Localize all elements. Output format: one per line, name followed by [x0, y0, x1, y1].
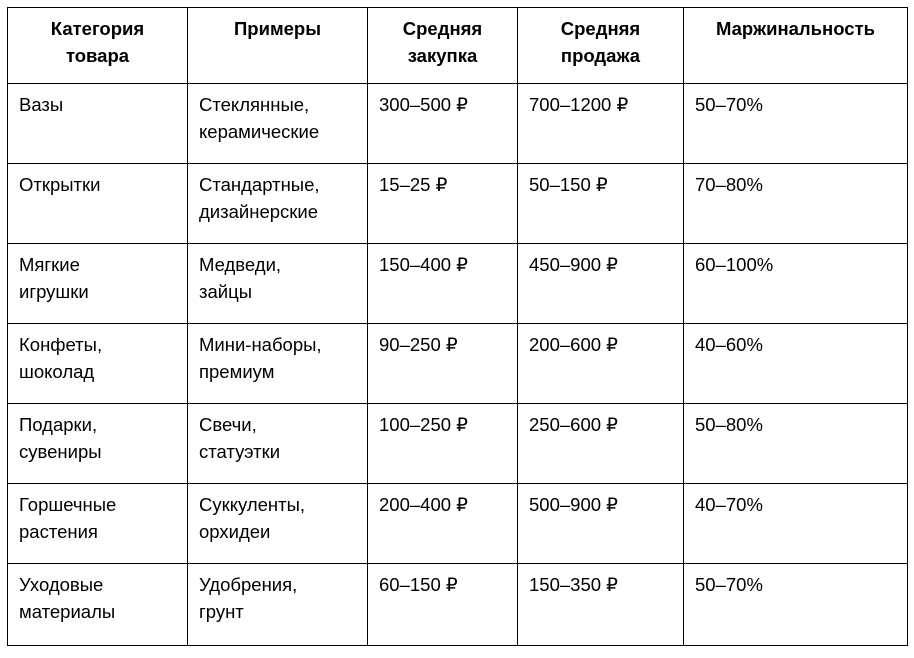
header-examples: [188, 8, 368, 84]
category-cell: [8, 404, 188, 484]
header-category-line: товара: [65, 45, 130, 66]
margin-cell: [684, 484, 908, 564]
sale-cell-value: 150–350 ₽: [529, 574, 618, 595]
purchase-cell-value: 60–150 ₽: [379, 574, 458, 595]
table-row: [8, 324, 908, 404]
margin-cell: [684, 564, 908, 646]
examples-cell-line: Мини-наборы,: [199, 334, 322, 355]
margin-cell-value: 70–80%: [695, 174, 763, 195]
category-cell-line: материалы: [19, 601, 116, 622]
purchase-cell-value: 100–250 ₽: [379, 414, 468, 435]
margin-cell-value: 50–80%: [695, 414, 763, 435]
examples-cell: [188, 164, 368, 244]
purchase-cell-value: 200–400 ₽: [379, 494, 468, 515]
category-cell-line: Мягкие: [19, 254, 80, 275]
header-margin-line: Маржинальность: [715, 18, 875, 39]
sale-cell: [518, 484, 684, 564]
examples-cell: [188, 244, 368, 324]
examples-cell-line: Медведи,: [199, 254, 282, 275]
category-cell-line: Конфеты,: [19, 334, 103, 355]
examples-cell-line: керамические: [199, 121, 320, 142]
sale-cell-value: 500–900 ₽: [529, 494, 618, 515]
examples-cell-line: зайцы: [199, 281, 252, 302]
sale-cell-value: 250–600 ₽: [529, 414, 618, 435]
examples-cell: [188, 404, 368, 484]
sale-cell: [518, 404, 684, 484]
margin-cell-value: 40–60%: [695, 334, 763, 355]
sale-cell: [518, 324, 684, 404]
category-cell: [8, 164, 188, 244]
table-row: [8, 164, 908, 244]
sale-cell-value: 50–150 ₽: [529, 174, 608, 195]
table-row: [8, 564, 908, 646]
price-table-container: [7, 7, 908, 646]
category-cell: [8, 484, 188, 564]
header-category-line: Категория: [50, 18, 145, 39]
margin-cell: [684, 244, 908, 324]
category-cell: [8, 324, 188, 404]
header-margin: [684, 8, 908, 84]
margin-cell: [684, 324, 908, 404]
sale-cell: [518, 244, 684, 324]
margin-cell-value: 50–70%: [695, 574, 763, 595]
examples-cell-line: Стандартные,: [199, 174, 320, 195]
sale-cell: [518, 84, 684, 164]
category-cell-line: Подарки,: [19, 414, 98, 435]
sale-cell-value: 200–600 ₽: [529, 334, 618, 355]
header-purchase-line: закупка: [407, 45, 478, 66]
examples-cell-line: Удобрения,: [199, 574, 298, 595]
header-sale-line: Средняя: [560, 18, 641, 39]
examples-cell: [188, 564, 368, 646]
table-row: [8, 244, 908, 324]
category-cell-line: Открытки: [19, 174, 101, 195]
header-purchase: [368, 8, 518, 84]
product-category-table: [7, 7, 908, 646]
purchase-cell-value: 300–500 ₽: [379, 94, 468, 115]
header-category: [8, 8, 188, 84]
purchase-cell: [368, 324, 518, 404]
examples-cell: [188, 84, 368, 164]
purchase-cell: [368, 84, 518, 164]
table-row: [8, 404, 908, 484]
margin-cell: [684, 84, 908, 164]
margin-cell-value: 50–70%: [695, 94, 763, 115]
examples-cell: [188, 324, 368, 404]
table-row: [8, 484, 908, 564]
category-cell: [8, 244, 188, 324]
examples-cell: [188, 484, 368, 564]
category-cell-line: Уходовые: [19, 574, 104, 595]
examples-cell-line: орхидеи: [199, 521, 271, 542]
category-cell-line: сувениры: [19, 441, 102, 462]
examples-cell-line: Стеклянные,: [199, 94, 310, 115]
examples-cell-line: Свечи,: [199, 414, 257, 435]
purchase-cell-value: 15–25 ₽: [379, 174, 448, 195]
category-cell-line: шоколад: [19, 361, 95, 382]
category-cell: [8, 564, 188, 646]
sale-cell: [518, 164, 684, 244]
purchase-cell: [368, 564, 518, 646]
examples-cell-line: статуэтки: [199, 441, 281, 462]
purchase-cell-value: 150–400 ₽: [379, 254, 468, 275]
table-body: [8, 84, 908, 646]
sale-cell: [518, 564, 684, 646]
header-row: [8, 8, 908, 84]
category-cell: [8, 84, 188, 164]
margin-cell-value: 60–100%: [695, 254, 774, 275]
margin-cell: [684, 164, 908, 244]
purchase-cell: [368, 164, 518, 244]
header-purchase-line: Средняя: [402, 18, 483, 39]
margin-cell-value: 40–70%: [695, 494, 763, 515]
purchase-cell: [368, 404, 518, 484]
purchase-cell: [368, 244, 518, 324]
purchase-cell: [368, 484, 518, 564]
category-cell-line: Вазы: [19, 94, 64, 115]
sale-cell-value: 700–1200 ₽: [529, 94, 629, 115]
examples-cell-line: грунт: [199, 601, 244, 622]
table-row: [8, 84, 908, 164]
category-cell-line: игрушки: [19, 281, 89, 302]
header-sale: [518, 8, 684, 84]
header-examples-line: Примеры: [233, 18, 322, 39]
category-cell-line: растения: [19, 521, 98, 542]
margin-cell: [684, 404, 908, 484]
header-sale-line: продажа: [560, 45, 641, 66]
examples-cell-line: дизайнерские: [199, 201, 318, 222]
purchase-cell-value: 90–250 ₽: [379, 334, 458, 355]
category-cell-line: Горшечные: [19, 494, 117, 515]
examples-cell-line: премиум: [199, 361, 275, 382]
sale-cell-value: 450–900 ₽: [529, 254, 618, 275]
examples-cell-line: Суккуленты,: [199, 494, 306, 515]
